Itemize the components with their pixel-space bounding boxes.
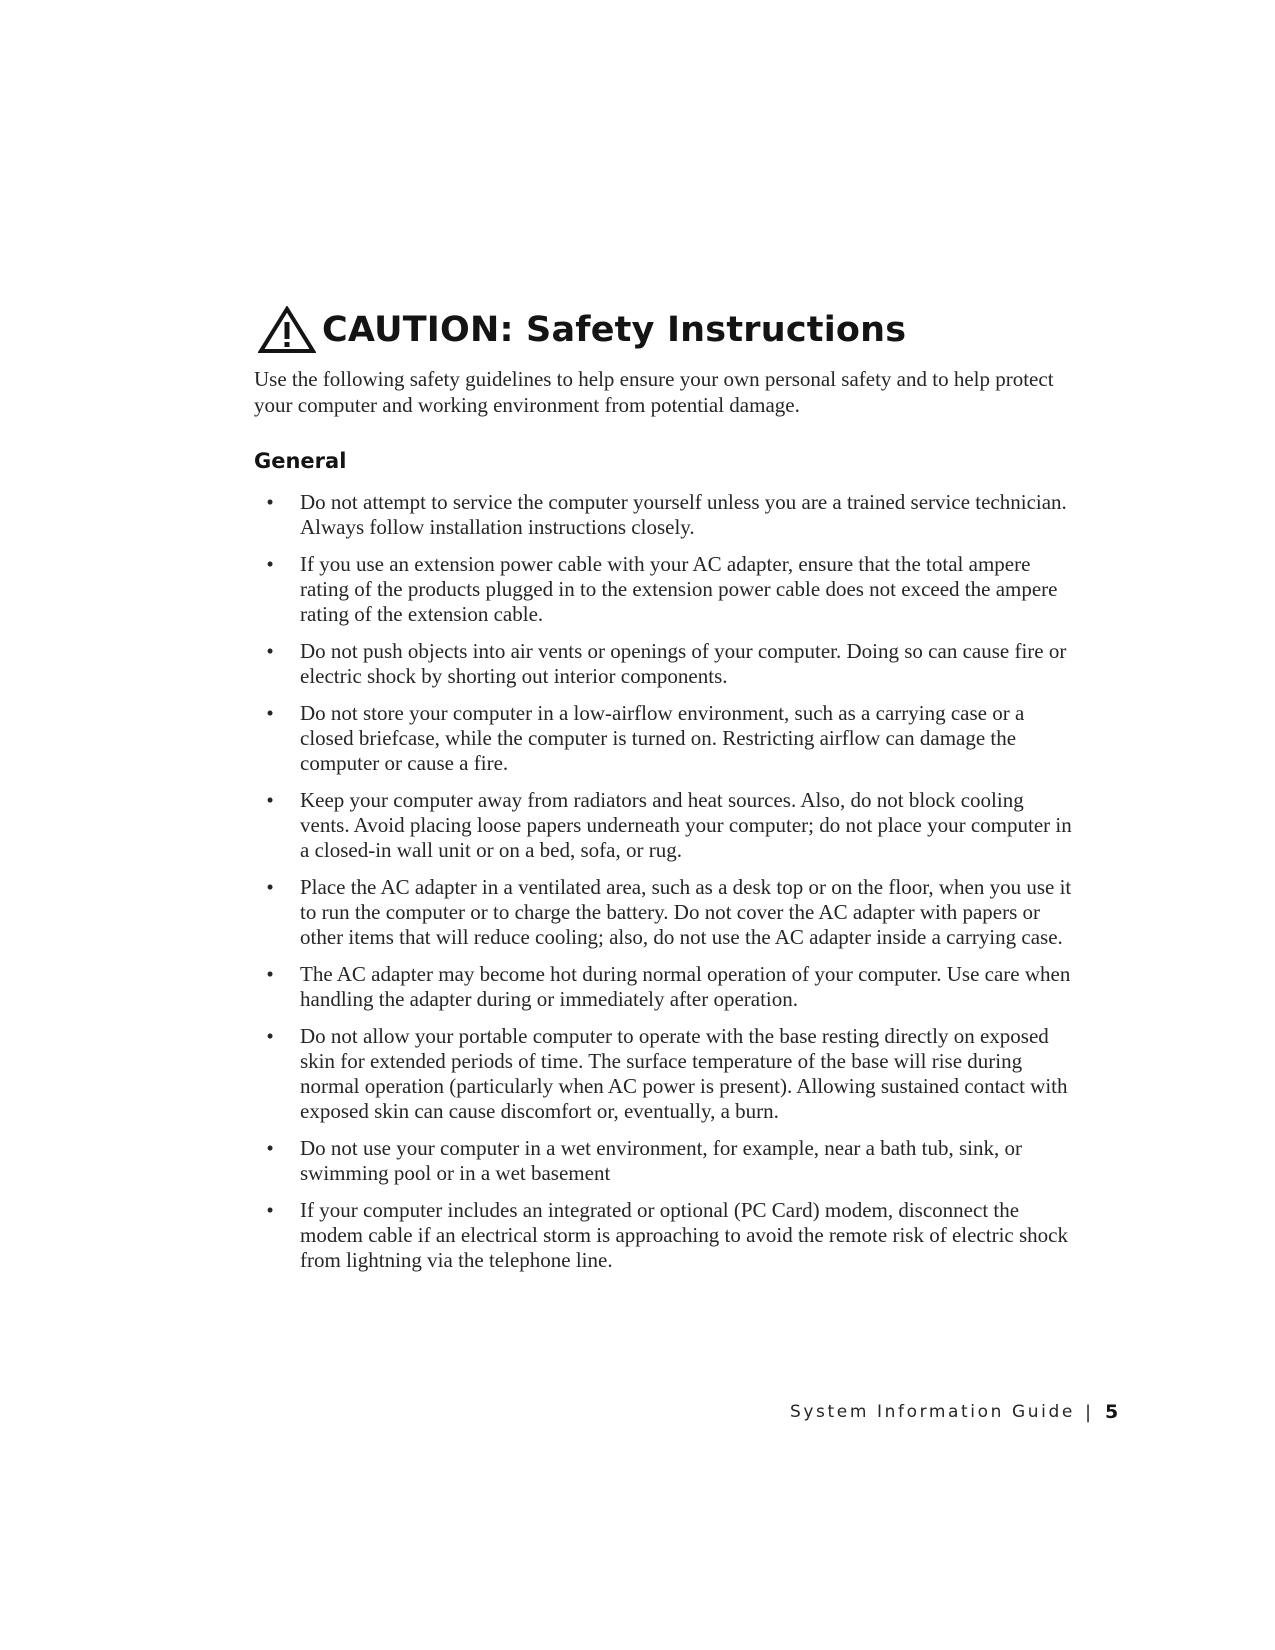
bullet-icon: • (266, 788, 274, 812)
list-item-text: Do not store your computer in a low-airflow environment, such as a carrying case or a closed briefcase, while the computer is turned on. Restricting airflow can damage the computer or cause a fire. (300, 701, 1025, 775)
list-item-text: If your computer includes an integrated or optional (PC Card) modem, disconnect the modem cable if an electrical storm is approaching to avoid the remote risk of electric shock from lightning via the telephone line. (300, 1198, 1068, 1272)
list-item (254, 701, 1074, 776)
page-footer (790, 1401, 1118, 1423)
bullet-icon: • (266, 1198, 274, 1222)
list-item (254, 1198, 1074, 1273)
intro-paragraph: Use the following safety guidelines to help ensure your own personal safety and to help protect your computer and working environment from potential damage. (254, 367, 1054, 417)
page-number: 5 (1105, 1401, 1119, 1423)
footer-document-title: System Information Guide (790, 1402, 1075, 1422)
bullet-icon: • (266, 552, 274, 576)
bullet-icon: • (266, 1024, 274, 1048)
list-item-text: Place the AC adapter in a ventilated area, such as a desk top or on the floor, when you use it to run the computer or to charge the battery. Do not cover the AC adapter with papers or other items that will reduce cooling; also, do not use the AC adapter inside a carrying case. (300, 875, 1072, 949)
list-item (254, 639, 1074, 689)
bullet-icon: • (266, 875, 274, 899)
bullet-icon: • (266, 962, 274, 986)
section-heading-general: General (254, 449, 347, 473)
list-item-text: Do not push objects into air vents or openings of your computer. Doing so can cause fire or electric shock by shorting out interior components. (300, 639, 1067, 688)
list-item (254, 552, 1074, 627)
list-item-text: The AC adapter may become hot during normal operation of your computer. Use care when handling the adapter during or immediately after operation. (300, 962, 1071, 1011)
heading-row (258, 306, 906, 354)
list-item (254, 962, 1074, 1012)
bullet-icon: • (266, 639, 274, 663)
warning-triangle-icon (258, 306, 316, 354)
page-title: CAUTION: Safety Instructions (322, 310, 907, 350)
list-item (254, 788, 1074, 863)
list-item-text: Do not allow your portable computer to operate with the base resting directly on exposed skin for extended periods of time. The surface temperature of the base will rise during normal operation (particularly when AC power is present). Allowing sustained contact with exposed skin can cause discomfort or, eventually, a burn. (300, 1024, 1068, 1123)
bullet-icon: • (266, 490, 274, 514)
list-item-text: Do not use your computer in a wet environment, for example, near a bath tub, sink, or swimming pool or in a wet basement (300, 1136, 1022, 1185)
list-item-text: Keep your computer away from radiators and heat sources. Also, do not block cooling vents. Avoid placing loose papers underneath your computer; do not place your computer in a closed-in wall unit or on a bed, sofa, or rug. (300, 788, 1072, 862)
list-item-text: Do not attempt to service the computer yourself unless you are a trained service technician. Always follow installation instructions closely. (300, 490, 1067, 539)
list-item (254, 875, 1074, 950)
list-item-text: If you use an extension power cable with your AC adapter, ensure that the total ampere rating of the products plugged in to the extension power cable does not exceed the ampere rating of the extension cable. (300, 552, 1058, 626)
safety-bullet-list (254, 490, 1074, 1285)
bullet-icon: • (266, 701, 274, 725)
footer-separator: | (1084, 1401, 1092, 1423)
list-item (254, 490, 1074, 540)
bullet-icon: • (266, 1136, 274, 1160)
list-item (254, 1136, 1074, 1186)
list-item (254, 1024, 1074, 1124)
